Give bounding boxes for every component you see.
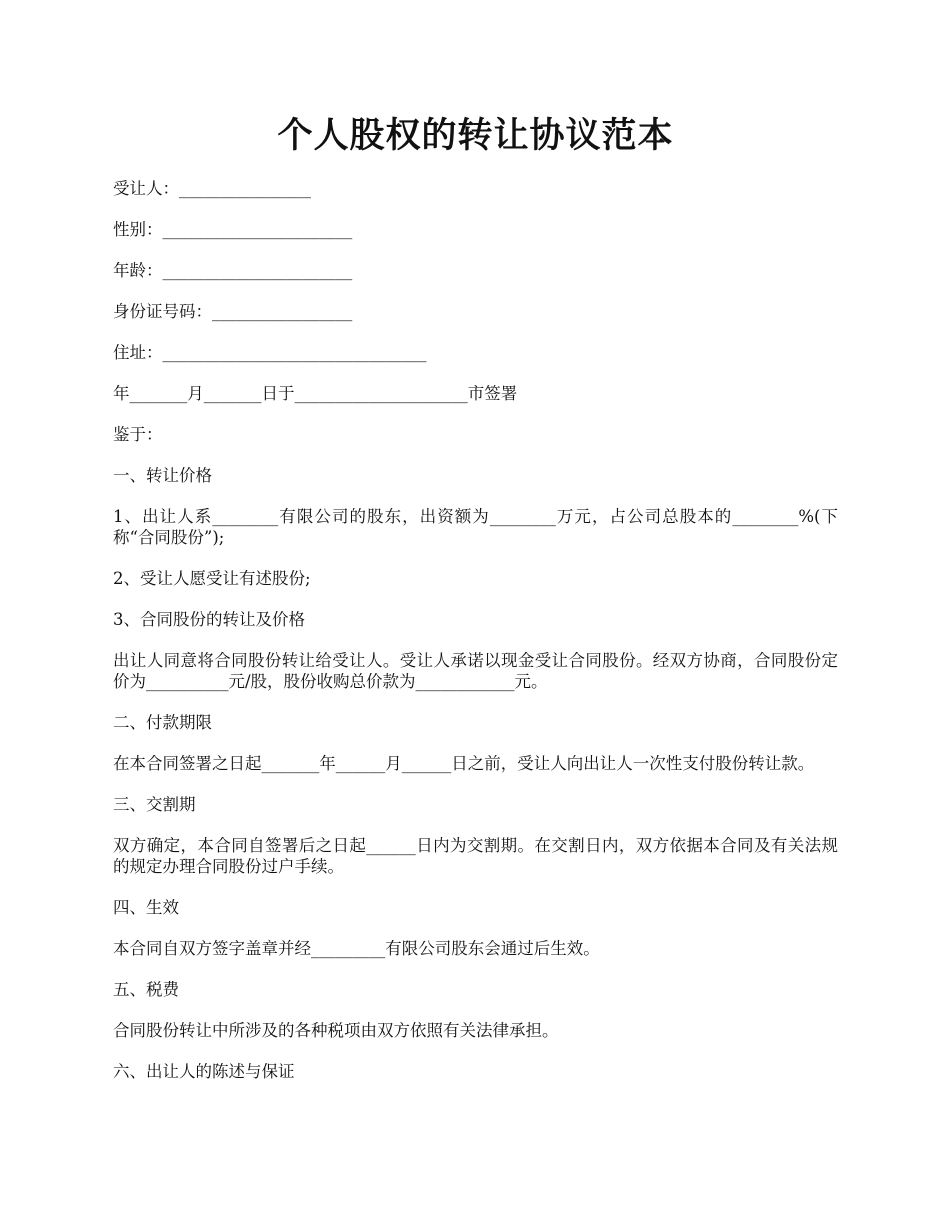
field-signing-date-place: 年_______月_______日于_____________________市签署 xyxy=(113,384,518,403)
document-title: 个人股权的转让协议范本 xyxy=(277,115,674,156)
clause-3-body: 出让人同意将合同股份转让给受让人。受让人承诺以现金受让合同股份。经双方协商，合同股份定价为__________元/股，股份收购总价款为____________元。 xyxy=(113,651,838,691)
payment-body: 在本合同签署之日起_______年______月______日之前，受让人向出让人一次性支付股份转让款。 xyxy=(113,754,815,773)
field-gender: 性别：_______________________ xyxy=(113,220,353,239)
field-transferee: 受让人：________________ xyxy=(113,179,311,198)
clause-3-heading: 3、合同股份的转让及价格 xyxy=(113,610,305,629)
tax-body: 合同股份转让中所涉及的各种税项由双方依照有关法律承担。 xyxy=(113,1021,559,1040)
field-address: 住址：________________________________ xyxy=(113,343,427,362)
section-heading-warranties: 六、出让人的陈述与保证 xyxy=(113,1062,295,1081)
section-heading-payment: 二、付款期限 xyxy=(113,713,212,732)
section-heading-delivery: 三、交割期 xyxy=(113,795,196,814)
clause-1-shareholder: 1、出让人系________有限公司的股东，出资额为________万元，占公司总股本的________%(下称“合同股份”); xyxy=(113,507,838,547)
clause-2-acceptance: 2、受让人愿受让有述股份; xyxy=(113,569,311,588)
effect-body: 本合同自双方签字盖章并经_________有限公司股东会通过后生效。 xyxy=(113,939,600,958)
whereas-heading: 鉴于： xyxy=(113,425,163,444)
section-heading-effect: 四、生效 xyxy=(113,898,179,917)
section-heading-tax: 五、税费 xyxy=(113,980,179,999)
field-id-number: 身份证号码：_________________ xyxy=(113,302,353,321)
section-heading-price: 一、转让价格 xyxy=(113,466,212,485)
delivery-body: 双方确定，本合同自签署后之日起______日内为交割期。在交割日内，双方依据本合同及有关法规的规定办理合同股份过户手续。 xyxy=(113,836,838,876)
field-age: 年龄：_______________________ xyxy=(113,261,353,280)
